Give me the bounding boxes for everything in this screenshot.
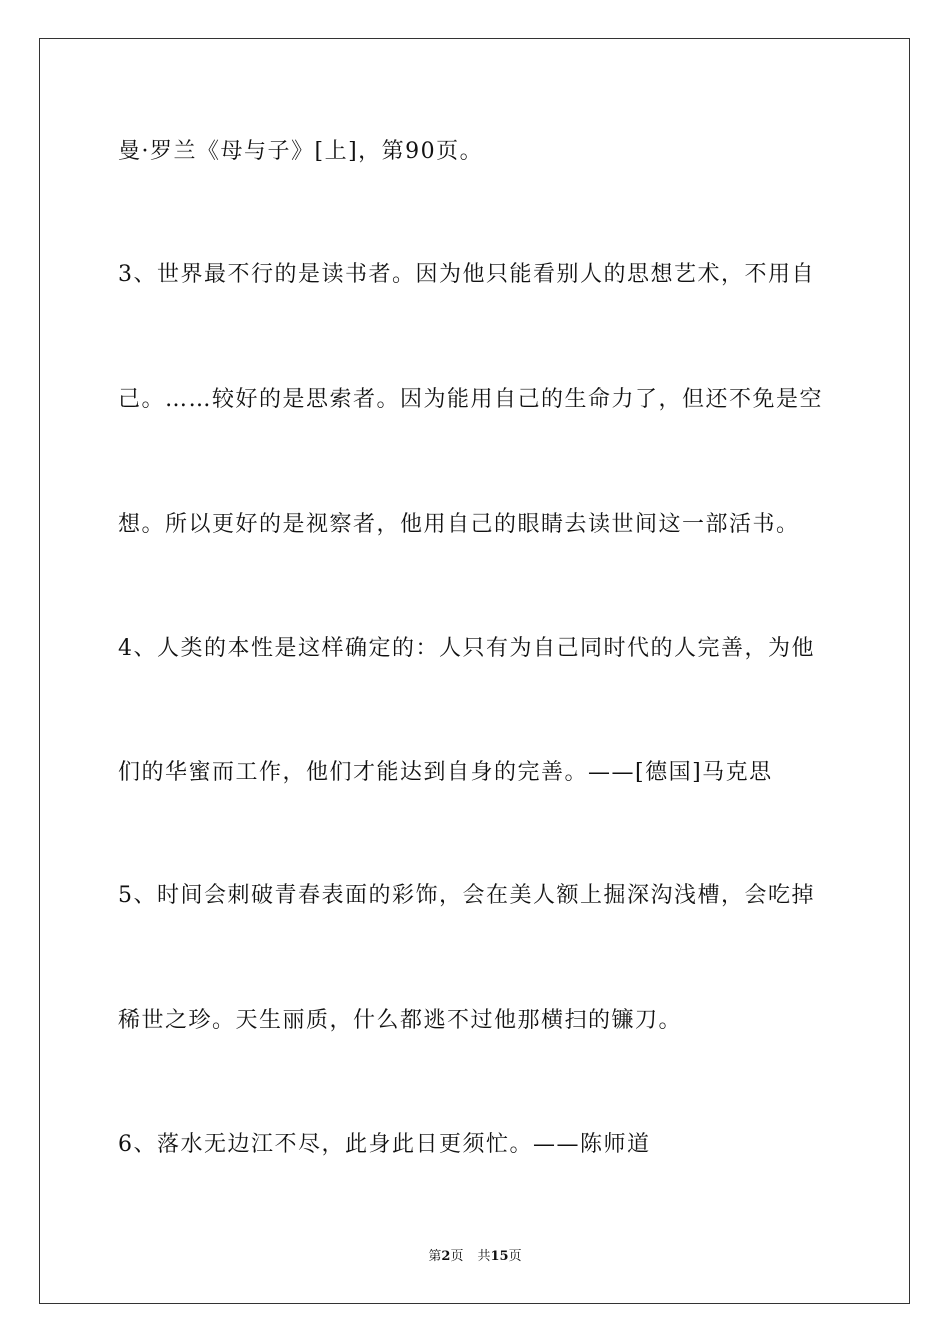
text-line-9: 6、落水无边江不尽，此身此日更须忙。——陈师道: [118, 1132, 651, 1157]
text-line-8: 稀世之珍。天生丽质，什么都逃不过他那横扫的镰刀。: [118, 1008, 683, 1033]
text-line-5: 4、人类的本性是这样确定的：人只有为自己同时代的人完善，为他: [118, 636, 815, 661]
text-line-4: 想。所以更好的是视察者，他用自己的眼睛去读世间这一部活书。: [118, 512, 800, 537]
text-line-6: 们的华蜜而工作，他们才能达到自身的完善。——[德国]马克思: [118, 760, 773, 785]
text-line-7: 5、时间会刺破青春表面的彩饰，会在美人额上掘深沟浅槽，会吃掉: [118, 883, 815, 908]
page-suffix: 页: [450, 1249, 464, 1264]
total-pages: 15: [490, 1249, 509, 1264]
page-number: 2: [441, 1249, 451, 1264]
text-line-1: 曼·罗兰《母与子》[上]，第90页。: [118, 139, 484, 164]
total-suffix: 页: [508, 1249, 522, 1264]
text-line-2: 3、世界最不行的是读书者。因为他只能看别人的思想艺术，不用自: [118, 262, 815, 287]
page-prefix: 第: [428, 1249, 442, 1264]
total-prefix: 共: [477, 1249, 491, 1264]
text-line-3: 己。……较好的是思索者。因为能用自己的生命力了，但还不免是空: [118, 387, 824, 412]
page-footer: [0, 1248, 950, 1266]
page-border: [39, 38, 910, 1304]
